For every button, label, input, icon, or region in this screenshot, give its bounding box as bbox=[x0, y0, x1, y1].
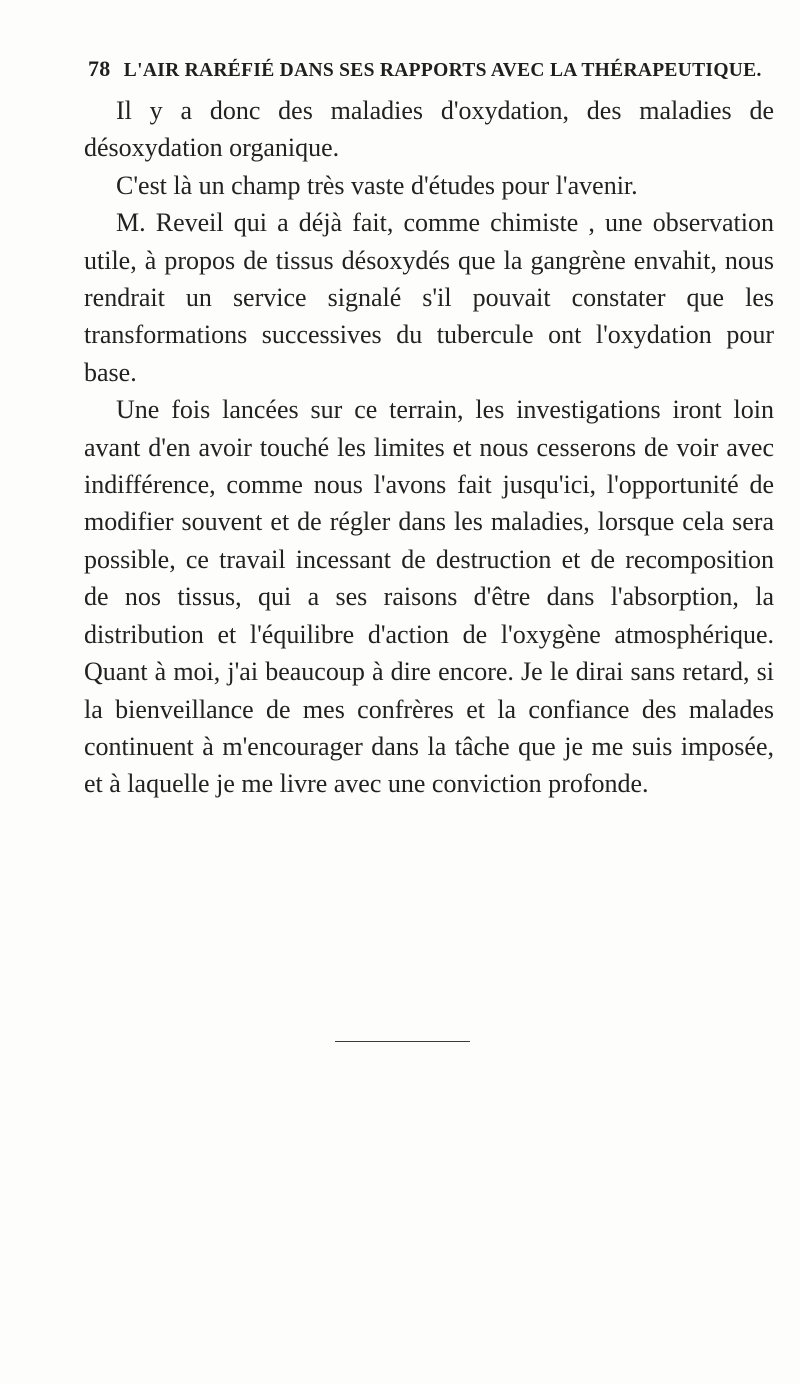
end-rule bbox=[335, 1041, 470, 1042]
body-text bbox=[84, 92, 774, 803]
page-number: 78 bbox=[88, 56, 111, 81]
paragraph-3: M. Reveil qui a déjà fait, comme chimiste , une observation utile, à propos de tissus désoxydés que la gangrène envahit, nous rendrait un service signalé s'il pouvait constater que les transformations successives du tubercule ont l'oxydation pour base. bbox=[84, 208, 774, 387]
paragraph-4: Une fois lancées sur ce terrain, les investigations iront loin avant d'en avoir touché les limites et nous cesserons de voir avec indifférence, comme nous l'avons fait jusqu'ici, l'opportunité de modifier souvent et de régler dans les maladies, lorsque cela sera possible, ce travail incessant de destruction et de recomposition de nos tissus, qui a ses raisons d'être dans l'absorption, la distribution et l'équilibre d'action de l'oxygène atmosphérique. Quant à moi, j'ai beaucoup à dire encore. Je le dirai sans retard, si la bienveillance de mes confrères et la confiance des malades continuent à m'encourager dans la tâche que je me suis imposée, et à laquelle je me livre avec une conviction profonde. bbox=[84, 395, 774, 799]
paragraph-2: C'est là un champ très vaste d'études pour l'avenir. bbox=[116, 170, 638, 200]
paragraph-1: Il y a donc des maladies d'oxydation, des maladies de désoxydation organique. bbox=[84, 96, 774, 163]
running-title: L'AIR RARÉFIÉ DANS SES RAPPORTS AVEC LA THÉRAPEUTIQUE. bbox=[123, 60, 762, 81]
running-header bbox=[88, 56, 768, 86]
